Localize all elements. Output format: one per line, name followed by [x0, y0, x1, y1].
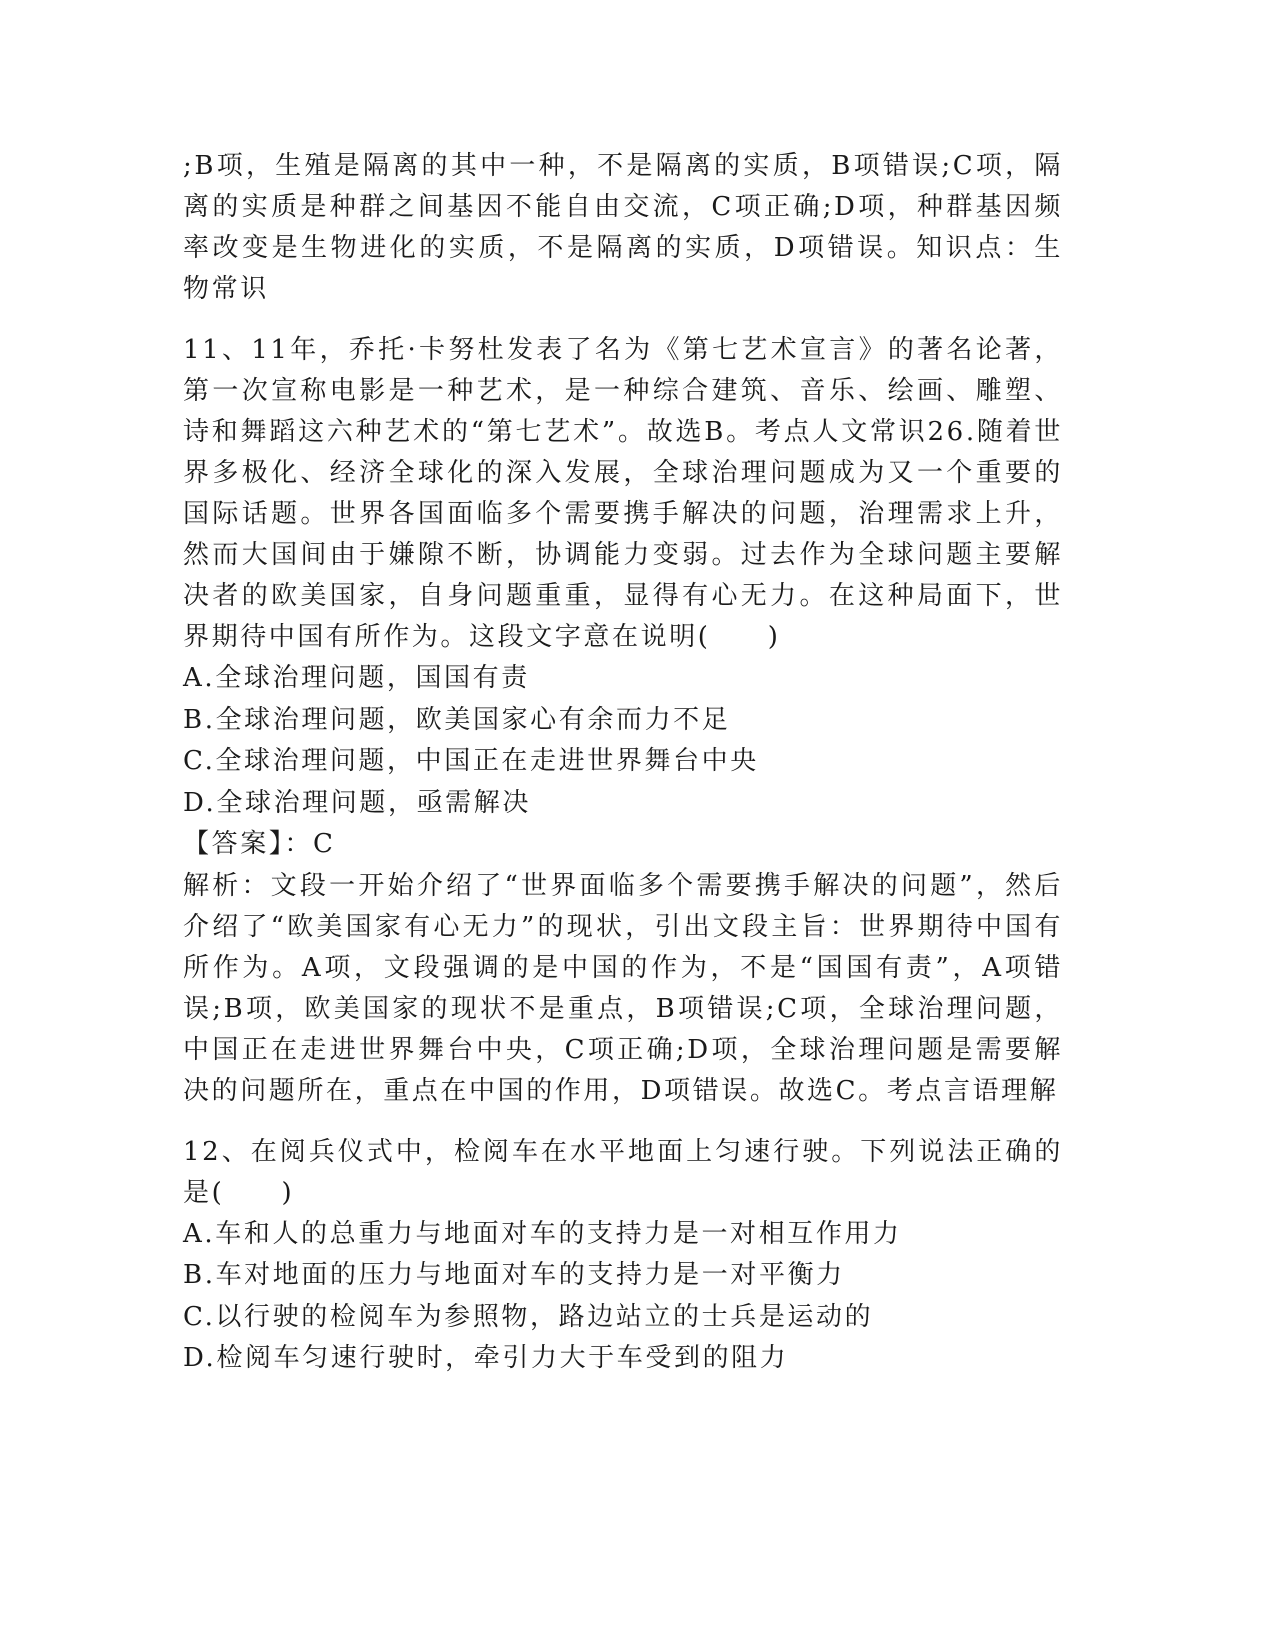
- question-12-option-a: A.车和人的总重力与地面对车的支持力是一对相互作用力: [183, 1218, 902, 1249]
- question-11-option-c: C.全球治理问题，中国正在走进世界舞台中央: [183, 746, 759, 776]
- document-page: [183, 146, 1063, 1380]
- question-11-analysis: 解析：文段一开始介绍了“世界面临多个需要携手解决的问题”，然后介绍了“欧美国家有心无力”的现状，引出文段主旨：世界期待中国有所作为。A项，文段强调的是中国的作为，不是“国国有责”，A项错误;B项，欧美国家的现状不是重点，B项错误;C项，全球治理问题，中国正在走进世界舞台中央，C项正确;D项，全球治理问题是需要解决的问题所在，重点在中国的作用，D项错误。故选C。考点言语理解: [183, 870, 1063, 1106]
- question-11-answer: 【答案】：C: [183, 829, 336, 859]
- question-11-option-b: B.全球治理问题，欧美国家心有余而力不足: [183, 704, 731, 735]
- question-12-option-b: B.车对地面的压力与地面对车的支持力是一对平衡力: [183, 1260, 845, 1290]
- question-12: [183, 1132, 1063, 1380]
- question-12-option-c: C.以行驶的检阅车为参照物，路边站立的士兵是运动的: [183, 1301, 874, 1332]
- previous-explanation-tail: ;B项，生殖是隔离的其中一种，不是隔离的实质，B项错误;C项，隔离的实质是种群之间基因不能自由交流，C项正确;D项，种群基因频率改变是生物进化的实质，不是隔离的实质，D项错误。知识点：生物常识: [183, 151, 1063, 304]
- spacer: [183, 310, 1063, 330]
- spacer: [183, 1112, 1063, 1132]
- question-11-stem: 11、11年，乔托·卡努杜发表了名为《第七艺术宣言》的著名论著，第一次宣称电影是一种艺术，是一种综合建筑、音乐、绘画、雕塑、诗和舞蹈这六种艺术的“第七艺术”。故选B。考点人文常识26.随着世界多极化、经济全球化的深入发展，全球治理问题成为又一个重要的国际话题。世界各国面临多个需要携手解决的问题，治理需求上升，然而大国间由于嫌隙不断，协调能力变弱。过去作为全球问题主要解决者的欧美国家，自身问题重重，显得有心无力。在这种局面下，世界期待中国有所作为。这段文字意在说明( ): [183, 335, 1063, 652]
- question-11: [183, 330, 1063, 1112]
- question-12-option-d: D.检阅车匀速行驶时，牵引力大于车受到的阻力: [183, 1343, 789, 1373]
- question-11-option-a: A.全球治理问题，国国有责: [183, 663, 530, 693]
- question-12-stem: 12、在阅兵仪式中，检阅车在水平地面上匀速行驶。下列说法正确的是( ): [183, 1136, 1063, 1208]
- question-11-option-d: D.全球治理问题，亟需解决: [183, 787, 531, 818]
